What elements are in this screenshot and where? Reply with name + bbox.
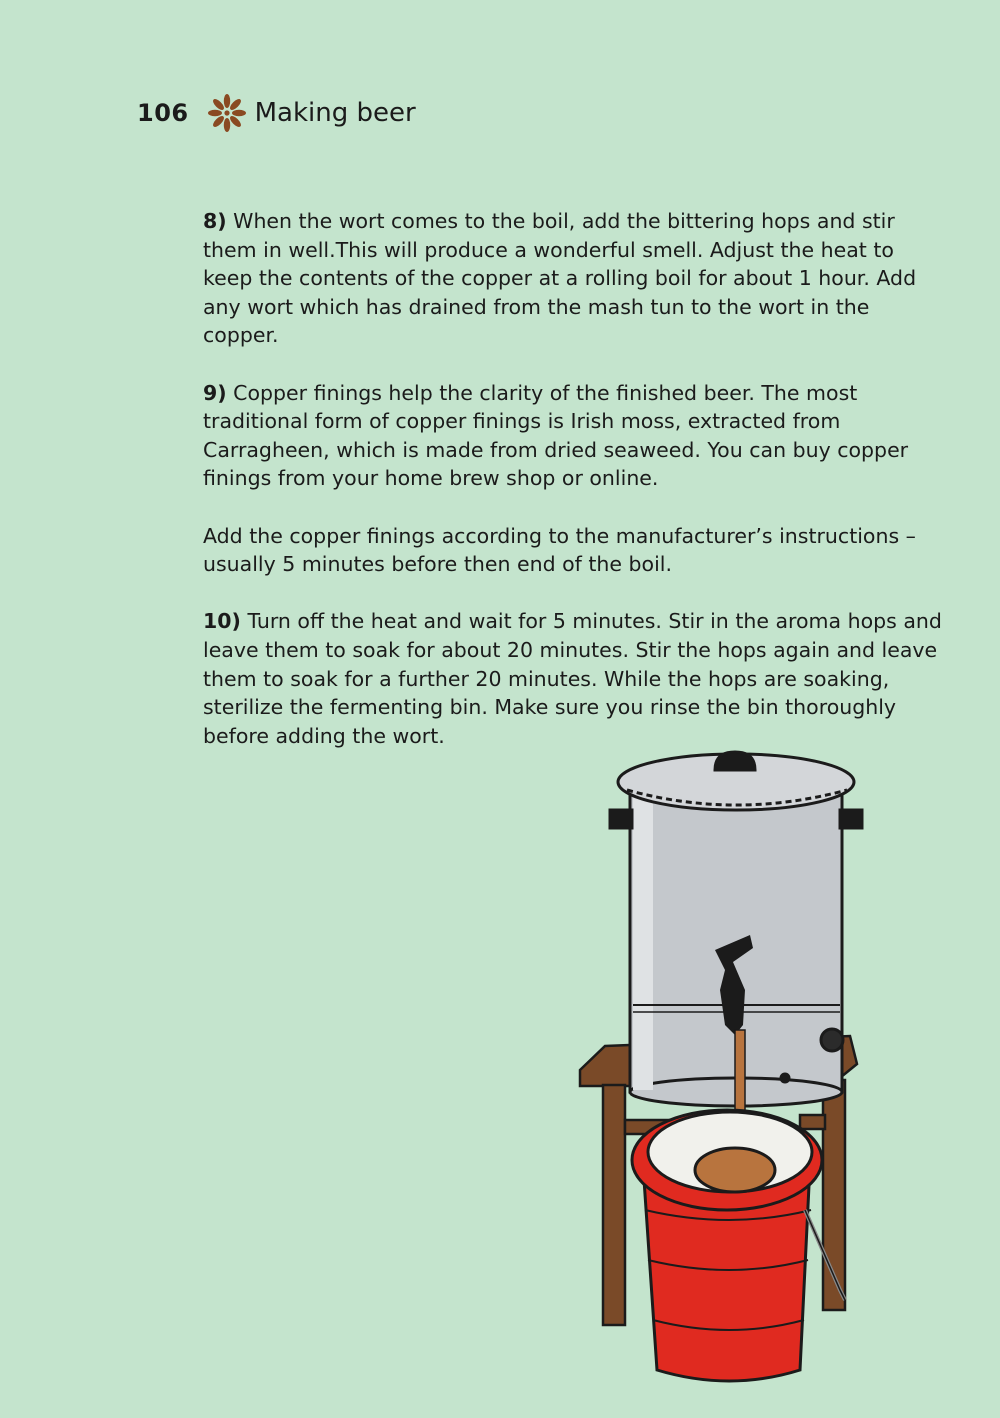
step-number: 9) [203,380,227,405]
paragraph-text: Copper finings help the clarity of the finished beer. The most traditional form of copper finings is Irish moss, extracted from Carragheen, which is made from dried seaweed. You can buy copper finings from your home brew shop or online. [203,380,909,491]
page-header [137,92,416,134]
boiler-draining-into-bucket-illustration [575,740,875,1400]
paragraph-step-8 [203,207,943,350]
paragraph-text: When the wort comes to the boil, add the bittering hops and stir them in well.This will produce a wonderful smell. Adjust the heat to keep the contents of the copper at a rolling boil for about 1 hour. Add any wort which has drained from the mash tun to the wort in the copper. [203,209,917,348]
red-bucket [632,1110,845,1381]
paragraph-step-9 [203,379,943,493]
paragraph-step-10 [203,607,943,750]
flower-icon [207,93,247,133]
paragraph-copper-finings [203,522,943,579]
body-text [203,207,943,779]
step-number: 10) [203,609,241,634]
chapter-title: Making beer [254,98,416,128]
paragraph-text: Turn off the heat and wait for 5 minutes. Stir in the aroma hops and leave them to soak for about 20 minutes. Stir the hops again and leave them to soak for a further 20 minutes. While the hops are soaking, sterilize the fermenting bin. Make sure you rinse the bin thoroughly before adding the wort. [203,609,942,748]
page-number: 106 [137,99,189,127]
step-number: 8) [203,209,227,233]
paragraph-text: Add the copper finings according to the manufacturer’s instructions – usually 5 minutes before then end of the boil. [203,523,916,577]
